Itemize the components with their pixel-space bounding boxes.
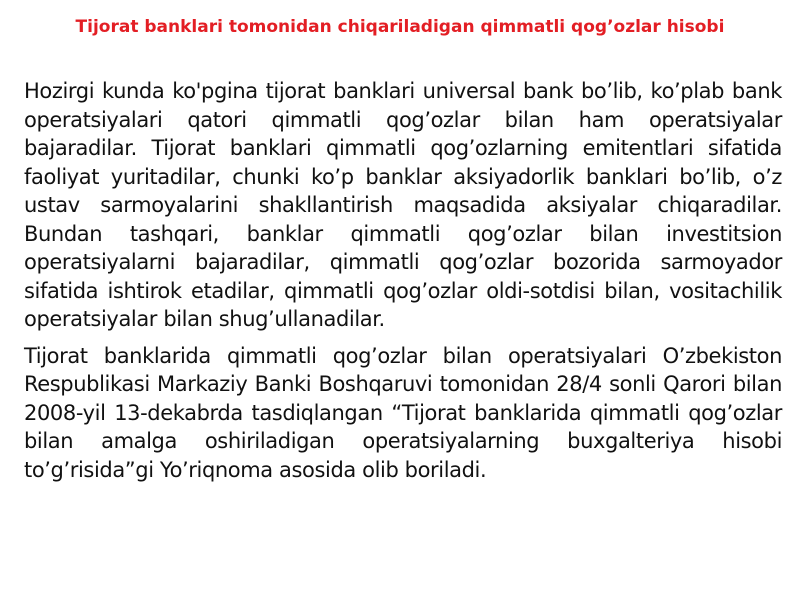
paragraph-2: Tijorat banklarida qimmatli qog’ozlar bilan operatsiyalari O’zbekiston Respublikasi Markaziy Banki Boshqaruvi tomonidan 28/4 sonli Qarori bilan 2008-yil 13-dekabrda tasdiqlangan “Tijorat banklarida qimmatli qog’ozlar bilan amalga oshiriladigan operatsiyalarning buxgalteriya hisobi to’g’risida”gi Yo’riqnoma asosida olib boriladi. [24,343,782,482]
slide-title: Tijorat banklari tomonidan chiqariladigan qimmatli qog’ozlar hisobi [75,17,725,37]
slide-body [24,77,782,492]
paragraph-1: Hozirgi kunda ko'pgina tijorat banklari universal bank bo’lib, ko’plab bank operatsiyalari qatori qimmatli qog’ozlar bilan ham operatsiyalar bajaradilar. Tijorat banklari qimmatli qog’ozlarning emitentlari sifatida faoliyat yuritadilar, chunki ko’p banklar aksiyadorlik banklari bo’lib, o’z ustav sarmoyalarini shakllantirish maqsadida aksiyalar chiqaradilar. Bundan tashqari, banklar qimmatli qog’ozlar bilan investitsion operatsiyalarni bajaradilar, qimmatli qog’ozlar bozorida sarmoyador sifatida ishtirok etadilar, qimmatli qog’ozlar oldi-sotdisi bilan, vositachilik operatsiyalar bilan shug’ullanadilar. [24,79,782,331]
